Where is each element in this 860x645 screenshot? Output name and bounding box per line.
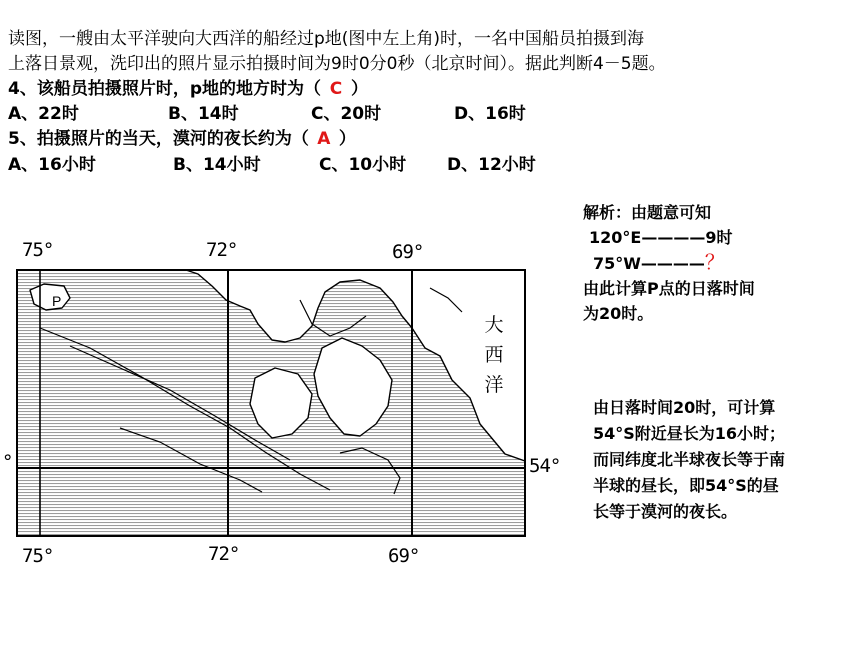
question-5-stem: 5、拍摄照片的当天，漠河的夜长约为（: [8, 129, 309, 149]
map-figure: [0, 228, 580, 573]
q5-option-a: A、16小时: [8, 155, 96, 175]
ocean-char-3: 洋: [484, 374, 504, 396]
analysis-1-line-4: 由此计算P点的日落时间: [583, 279, 755, 298]
question-line-1: 读图，一艘由太平洋驶向大西洋的船经过p地(图中左上角)时，一名中国船员拍摄到海: [8, 29, 645, 49]
top-lon-69: 69°: [392, 241, 424, 263]
question-line-2: 上落日景观，洗印出的照片显示拍摄时间为9时0分0秒（北京时间）。据此判断4－5题。: [8, 54, 666, 74]
question-5-close: ）: [338, 129, 356, 149]
analysis-2-line-3: 而同纬度北半球夜长等于南: [593, 450, 786, 469]
q4-option-b: B、14时: [168, 104, 239, 124]
analysis-1-line-2: 120°E————9时: [589, 228, 733, 247]
analysis-1-line-3: [583, 250, 755, 276]
question-5: [8, 127, 356, 151]
question-4-close: ）: [351, 79, 368, 99]
q5-option-c: C、10小时: [319, 155, 407, 175]
lat-left: °: [2, 451, 13, 473]
top-lon-72: 72°: [206, 239, 238, 261]
question-4-options: [8, 102, 526, 126]
q5-option-d: D、12小时: [447, 155, 536, 175]
analysis-2-line-2: 54°S附近昼长为16小时；: [593, 424, 786, 443]
question-5-answer: A: [317, 129, 331, 149]
question-4-stem: 4、该船员拍摄照片时，p地的地方时为（: [8, 79, 321, 99]
analysis-1-line-1: 解析：由题意可知: [583, 203, 712, 222]
ocean-char-2: 西: [484, 344, 504, 366]
point-p: P: [52, 293, 62, 309]
question-4-answer: C: [329, 79, 343, 99]
question-4: [8, 77, 368, 101]
q4-option-d: D、16时: [454, 104, 526, 124]
analysis-2-line-5: 长等于漠河的夜长。: [593, 502, 738, 521]
analysis-1-line-3-text: 75°W————: [593, 254, 705, 273]
ocean-char-1: 大: [484, 314, 504, 336]
question-mark: ？: [704, 250, 725, 274]
q4-option-a: A、22时: [8, 104, 79, 124]
analysis-2-line-1: 由日落时间20时，可计算: [593, 398, 776, 417]
analysis-1: [583, 200, 755, 326]
q5-option-b: B、14小时: [173, 155, 261, 175]
bottom-lon-75: 75°: [22, 545, 54, 567]
analysis-1-line-5: 为20时。: [583, 304, 654, 323]
analysis-2: [593, 395, 785, 525]
question-5-options: [8, 153, 536, 177]
top-lon-75: 75°: [22, 239, 54, 261]
bottom-lon-69: 69°: [388, 545, 420, 567]
analysis-2-line-4: 半球的昼长，即54°S的昼: [593, 476, 779, 495]
lat-54-right: 54°: [529, 455, 561, 477]
bottom-lon-72: 72°: [208, 543, 240, 565]
q4-option-c: C、20时: [311, 104, 382, 124]
